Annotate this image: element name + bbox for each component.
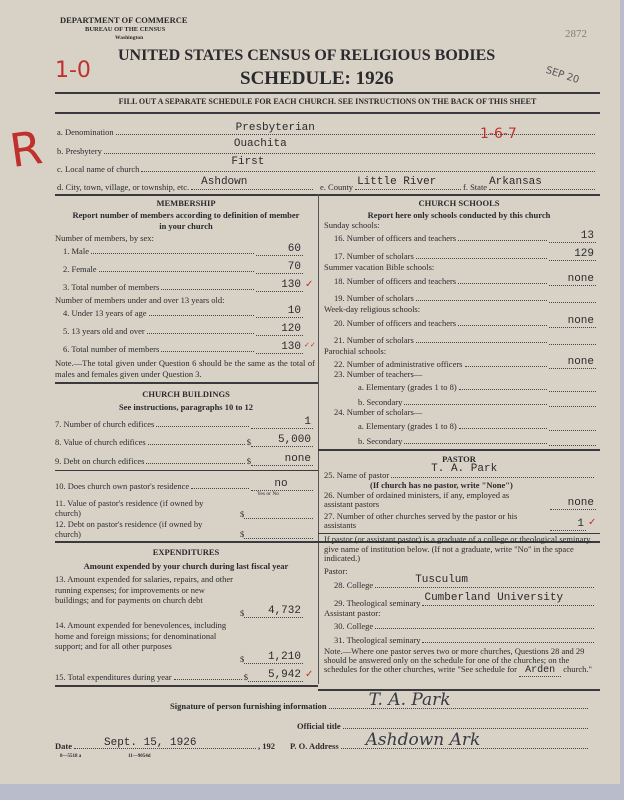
- city-value: Ashdown: [201, 176, 248, 188]
- red-code-annotation: 1-0: [55, 58, 91, 83]
- county-state-field[interactable]: e. County Little River f. State Arkansas: [320, 180, 597, 192]
- presbytery-field[interactable]: b. Presbytery Ouachita: [57, 144, 597, 156]
- schools-subtitle: Report here only schools conducted by this church: [367, 210, 551, 220]
- county-value: Little River: [357, 176, 437, 188]
- red-reference-annotation: 1-6-7: [480, 126, 517, 142]
- summer-schools-label: Summer vacation Bible schools:: [324, 262, 435, 272]
- presbytery-value: Ouachita: [233, 138, 287, 150]
- instruction-banner: FILL OUT A SEPARATE SCHEDULE FOR EACH CHURCH. SEE INSTRUCTIONS ON THE BACK OF THIS SHEET: [118, 97, 537, 106]
- check-mark: ✓: [305, 279, 314, 290]
- teachers-label: 23. Number of teachers—: [334, 369, 423, 379]
- residence-value-field[interactable]: $: [240, 507, 313, 519]
- pastor-seminary-value: Cumberland University: [424, 592, 564, 604]
- expenditures-subtitle: Amount expended by your church during last fiscal year: [83, 561, 289, 571]
- pastor-name-field[interactable]: 25. Name of pastor T. A. Park: [324, 468, 596, 480]
- elementary-scholars-field[interactable]: a. Elementary (grades 1 to 8): [358, 419, 596, 431]
- see-schedule-value[interactable]: Arden: [519, 665, 561, 677]
- po-address-field[interactable]: P. O. Address Ashdown Ark: [290, 739, 590, 751]
- schools-heading: CHURCH SCHOOLS: [418, 198, 500, 208]
- running-expenses-label: 13. Amount expended for salaries, repairs, and other running expenses; for improvements or new buildings; and for payments on church debt: [55, 574, 233, 605]
- over-13-field[interactable]: 5. 13 years old and over 120: [63, 323, 301, 336]
- local-name-field[interactable]: c. Local name of church First: [57, 162, 597, 174]
- edifice-value-field[interactable]: 8. Value of church edifices $ 5,000: [55, 434, 311, 447]
- assistant-ministers-label: 26. Number of ordained ministers, if any, employed as assistant pastors: [324, 490, 510, 509]
- weekday-officers-field[interactable]: 20. Number of officers and teachers none: [334, 315, 594, 328]
- multi-church-note: Note.—Where one pastor serves two or more churches, Questions 28 and 29 should be answered only on the schedule for one of the churches; on the schedules for the other churches, write "See schedule for Arden church.": [324, 646, 592, 676]
- summer-scholars-field[interactable]: 19. Number of scholars: [334, 291, 596, 303]
- membership-note: Note.—The total given under Question 6 should be the same as the total of males and females given under Question 3.: [55, 358, 315, 379]
- sunday-officers-field[interactable]: 16. Number of officers and teachers 13: [334, 230, 594, 243]
- edifice-debt-field[interactable]: 9. Debt on church edifices $ none: [55, 453, 311, 466]
- sunday-schools-label: Sunday schools:: [324, 220, 380, 230]
- residence-debt-field[interactable]: $: [240, 527, 313, 539]
- pastor-college-value: Tusculum: [415, 574, 469, 586]
- benevolences-label: 14. Amount expended for benevolences, including home and foreign missions; for denominational support; and for all other purposes: [55, 620, 227, 651]
- total-members-age-field[interactable]: 6. Total number of members 130: [63, 341, 301, 354]
- date-field[interactable]: Date Sept. 15, 1926 , 192: [55, 737, 275, 751]
- female-members-field[interactable]: 2. Female 70: [63, 261, 301, 274]
- bureau-label: BUREAU OF THE CENSUS: [85, 26, 166, 33]
- date-value: Sept. 15, 1926: [104, 737, 197, 749]
- summer-officers-field[interactable]: 18. Number of officers and teachers none: [334, 273, 594, 286]
- male-members-field[interactable]: 1. Male 60: [63, 243, 301, 256]
- local-name-value: First: [231, 156, 265, 168]
- double-check-mark: ✓✓: [304, 341, 316, 349]
- parochial-schools-label: Parochial schools:: [324, 346, 387, 356]
- pastor-name-value: T. A. Park: [431, 463, 498, 475]
- assistant-ministers-field[interactable]: none: [550, 498, 596, 510]
- pastor-subheading: Pastor:: [324, 566, 348, 576]
- secondary-teachers-field[interactable]: b. Secondary: [358, 395, 596, 407]
- membership-subtitle: Report number of members according to definition of member in your church: [72, 210, 300, 231]
- sunday-scholars-field[interactable]: 17. Number of scholars 129: [334, 248, 594, 261]
- residence-debt-label: 12. Debt on pastor's residence (if owned by church): [55, 519, 203, 539]
- other-churches-label: 27. Number of other churches served by the pastor or his assistants: [324, 511, 518, 530]
- weekday-schools-label: Week-day religious schools:: [324, 304, 421, 314]
- running-expenses-field[interactable]: $ 4,732: [240, 605, 301, 618]
- received-stamp: SEP 20: [544, 64, 581, 87]
- expenditures-heading: EXPENDITURES: [152, 547, 220, 557]
- pastor-seminary-field[interactable]: 29. Theological seminary Cumberland University: [334, 596, 596, 608]
- check-mark: ✓: [305, 669, 314, 680]
- buildings-subtitle: See instructions, paragraphs 10 to 12: [118, 402, 254, 412]
- file-number: 2872: [565, 28, 587, 40]
- total-members-field[interactable]: 3. Total number of members 130: [63, 279, 301, 292]
- assistant-college-field[interactable]: 30. College: [334, 619, 596, 631]
- no-pastor-hint: (If church has no pastor, write "None"): [370, 480, 513, 490]
- print-code: 11—9054d: [128, 754, 151, 759]
- official-title-field[interactable]: Official title: [297, 719, 590, 731]
- total-expenditures-field[interactable]: 15. Total expenditures during year $ 5,942: [55, 669, 301, 682]
- under-13-field[interactable]: 4. Under 13 years of age 10: [63, 305, 301, 318]
- po-address-value: Ashdown Ark: [365, 730, 481, 750]
- assistant-pastor-subheading: Assistant pastor:: [324, 608, 381, 618]
- schedule-title: SCHEDULE: 1926: [240, 68, 394, 89]
- owns-residence-field[interactable]: 10. Does church own pastor's residence no: [55, 479, 313, 491]
- form-code: 8—5518 a: [60, 754, 82, 759]
- pastor-college-field[interactable]: 28. College Tusculum: [334, 578, 596, 590]
- other-churches-field[interactable]: 1: [550, 519, 586, 531]
- members-by-age-label: Number of members under and over 13 years old:: [55, 295, 225, 305]
- benevolences-field[interactable]: $ 1,210: [240, 651, 301, 664]
- department-label: DEPARTMENT OF COMMERCE: [60, 15, 188, 25]
- form-title: UNITED STATES CENSUS OF RELIGIOUS BODIES: [118, 47, 496, 64]
- members-by-sex-label: Number of members, by sex:: [55, 233, 154, 243]
- elementary-teachers-field[interactable]: a. Elementary (grades 1 to 8): [358, 380, 596, 392]
- residence-value-label: 11. Value of pastor's residence (if owned by church): [55, 498, 204, 518]
- weekday-scholars-field[interactable]: 21. Number of scholars: [334, 333, 596, 345]
- state-value: Arkansas: [489, 176, 542, 188]
- city-label: Washington: [115, 35, 144, 41]
- yes-no-hint: Yes or No: [257, 491, 280, 497]
- denomination-field[interactable]: a. Denomination Presbyterian: [57, 125, 597, 137]
- check-mark: ✓: [588, 517, 597, 528]
- church-edifices-field[interactable]: 7. Number of church edifices 1: [55, 416, 311, 429]
- membership-heading: MEMBERSHIP: [156, 198, 216, 208]
- signature-value: T. A. Park: [368, 690, 451, 710]
- signature-field[interactable]: Signature of person furnishing information T. A. Park: [170, 699, 590, 711]
- pastor-heading: PASTOR: [442, 454, 476, 464]
- buildings-heading: CHURCH BUILDINGS: [142, 389, 230, 399]
- graduate-note: If pastor (or assistant pastor) is a graduate of a college or theological seminary, give name of institution below. (If not a graduate, write "No" in the space indicated.): [324, 534, 593, 563]
- denomination-value: Presbyterian: [235, 122, 315, 134]
- secondary-scholars-field[interactable]: b. Secondary: [358, 434, 596, 446]
- parochial-admin-field[interactable]: 22. Number of administrative officers none: [334, 356, 594, 369]
- city-field[interactable]: d. City, town, village, or township, etc. Ashdown: [57, 180, 315, 192]
- red-r-annotation: R: [6, 120, 46, 178]
- scholars-label: 24. Number of scholars—: [334, 407, 423, 417]
- assistant-seminary-field[interactable]: 31. Theological seminary: [334, 633, 596, 645]
